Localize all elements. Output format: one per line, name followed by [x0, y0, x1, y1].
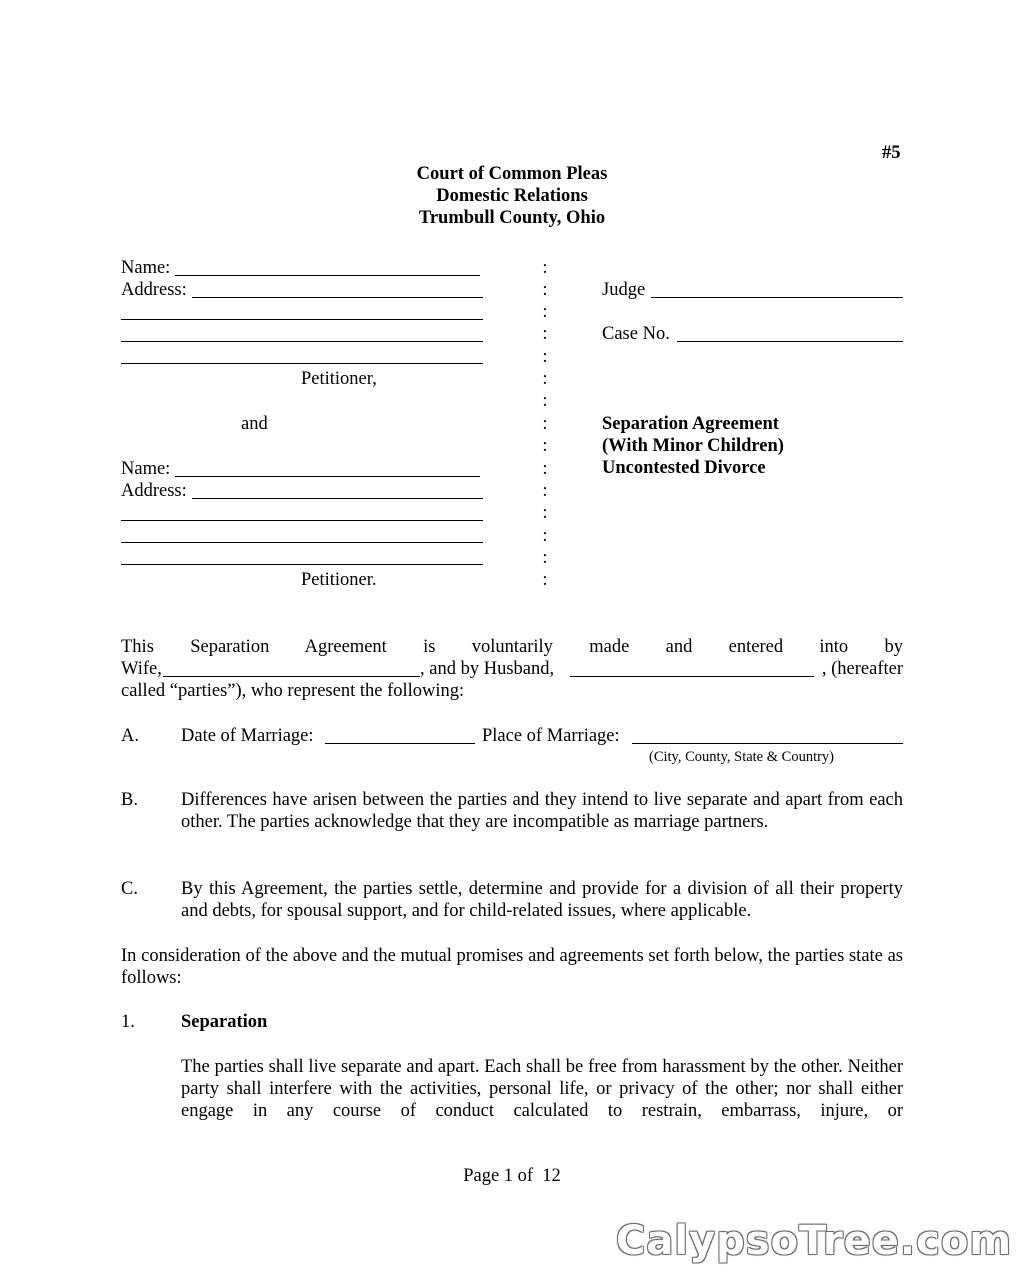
place-of-marriage-field[interactable]: [632, 743, 903, 744]
item-c-letter: C.: [121, 879, 138, 899]
title-line: (With Minor Children): [602, 436, 784, 456]
colon: :: [542, 570, 548, 590]
party2-address-field[interactable]: [192, 498, 483, 499]
section-1-number: 1.: [121, 1012, 135, 1032]
colon: :: [542, 391, 548, 411]
date-of-marriage-field[interactable]: [325, 743, 475, 744]
court-name: Court of Common Pleas: [416, 164, 608, 184]
colon: :: [542, 280, 548, 300]
section-1-text: The parties shall live separate and apart. Each shall be free from harassment by the other. Neither party shall interfere with the activities, personal life, or privacy of the other; nor shall either engage in any course of conduct calculated to restrain, embarrass, injure, or: [181, 1057, 903, 1121]
document-title: [602, 413, 784, 479]
intro-wife-label: Wife,: [121, 659, 162, 679]
petitioner-label-1: Petitioner,: [301, 369, 377, 389]
party1-address-field[interactable]: [192, 297, 483, 298]
party2-address-line-2[interactable]: [121, 520, 483, 521]
party1-name-field[interactable]: [175, 275, 480, 276]
colon: :: [542, 302, 548, 322]
colon: :: [542, 324, 548, 344]
colon: :: [542, 548, 548, 568]
item-a-letter: A.: [121, 726, 139, 746]
party1-address-line-3[interactable]: [121, 341, 483, 342]
case-number-label: Case No.: [602, 324, 670, 344]
page-number: Page 1 of 12: [463, 1166, 561, 1186]
intro-line-1: This Separation Agreement is voluntarily made and entered into by: [121, 637, 903, 657]
petitioner-label-2: Petitioner.: [301, 570, 377, 590]
colon: :: [542, 436, 548, 456]
colon: :: [542, 503, 548, 523]
item-b-letter: B.: [121, 790, 138, 810]
consideration-paragraph: In consideration of the above and the mutual promises and agreements set forth below, the parties state as follows:: [121, 946, 903, 988]
colon: :: [542, 526, 548, 546]
party2-name-label: Name:: [121, 459, 171, 479]
colon: :: [542, 369, 548, 389]
item-b-text: Differences have arisen between the parties and they intend to live separate and apart from each other. The parties acknowledge that they are incompatible as marriage partners.: [181, 790, 903, 832]
title-line: Separation Agreement: [602, 414, 779, 434]
court-county: Trumbull County, Ohio: [418, 208, 606, 228]
item-c-text: By this Agreement, the parties settle, determine and provide for a division of all their property and debts, for spousal support, and for child-related issues, where applicable.: [181, 879, 903, 921]
case-number-field[interactable]: [677, 341, 903, 342]
section-1-title: Separation: [181, 1012, 268, 1032]
watermark-logo: CalypsoTree.com: [616, 1218, 1012, 1264]
colon: :: [542, 347, 548, 367]
place-of-marriage-label: Place of Marriage:: [482, 726, 620, 746]
title-line: Uncontested Divorce: [602, 458, 766, 478]
wife-name-field[interactable]: [163, 676, 420, 677]
intro-hereafter: , (hereafter: [821, 659, 903, 679]
party1-address-label: Address:: [121, 280, 187, 300]
party1-name-label: Name:: [121, 258, 171, 278]
party2-address-label: Address:: [121, 481, 187, 501]
party1-address-line-2[interactable]: [121, 319, 483, 320]
party2-address-line-3[interactable]: [121, 542, 483, 543]
colon: :: [542, 481, 548, 501]
judge-field[interactable]: [651, 297, 903, 298]
court-division: Domestic Relations: [436, 186, 588, 206]
colon: :: [542, 414, 548, 434]
colon: :: [542, 459, 548, 479]
form-number: #5: [882, 143, 901, 163]
colon: :: [542, 258, 548, 278]
intro-line-3: called “parties”), who represent the following:: [121, 681, 465, 701]
party2-name-field[interactable]: [175, 476, 480, 477]
judge-label: Judge: [602, 280, 646, 300]
husband-name-field[interactable]: [570, 676, 814, 677]
and-label: and: [241, 414, 268, 434]
court-header: [312, 163, 712, 229]
party1-address-line-4[interactable]: [121, 363, 483, 364]
place-of-marriage-note: (City, County, State & Country): [649, 749, 835, 765]
date-of-marriage-label: Date of Marriage:: [181, 726, 314, 746]
intro-husband-label: , and by Husband,: [420, 659, 555, 679]
party2-address-line-4[interactable]: [121, 564, 483, 565]
